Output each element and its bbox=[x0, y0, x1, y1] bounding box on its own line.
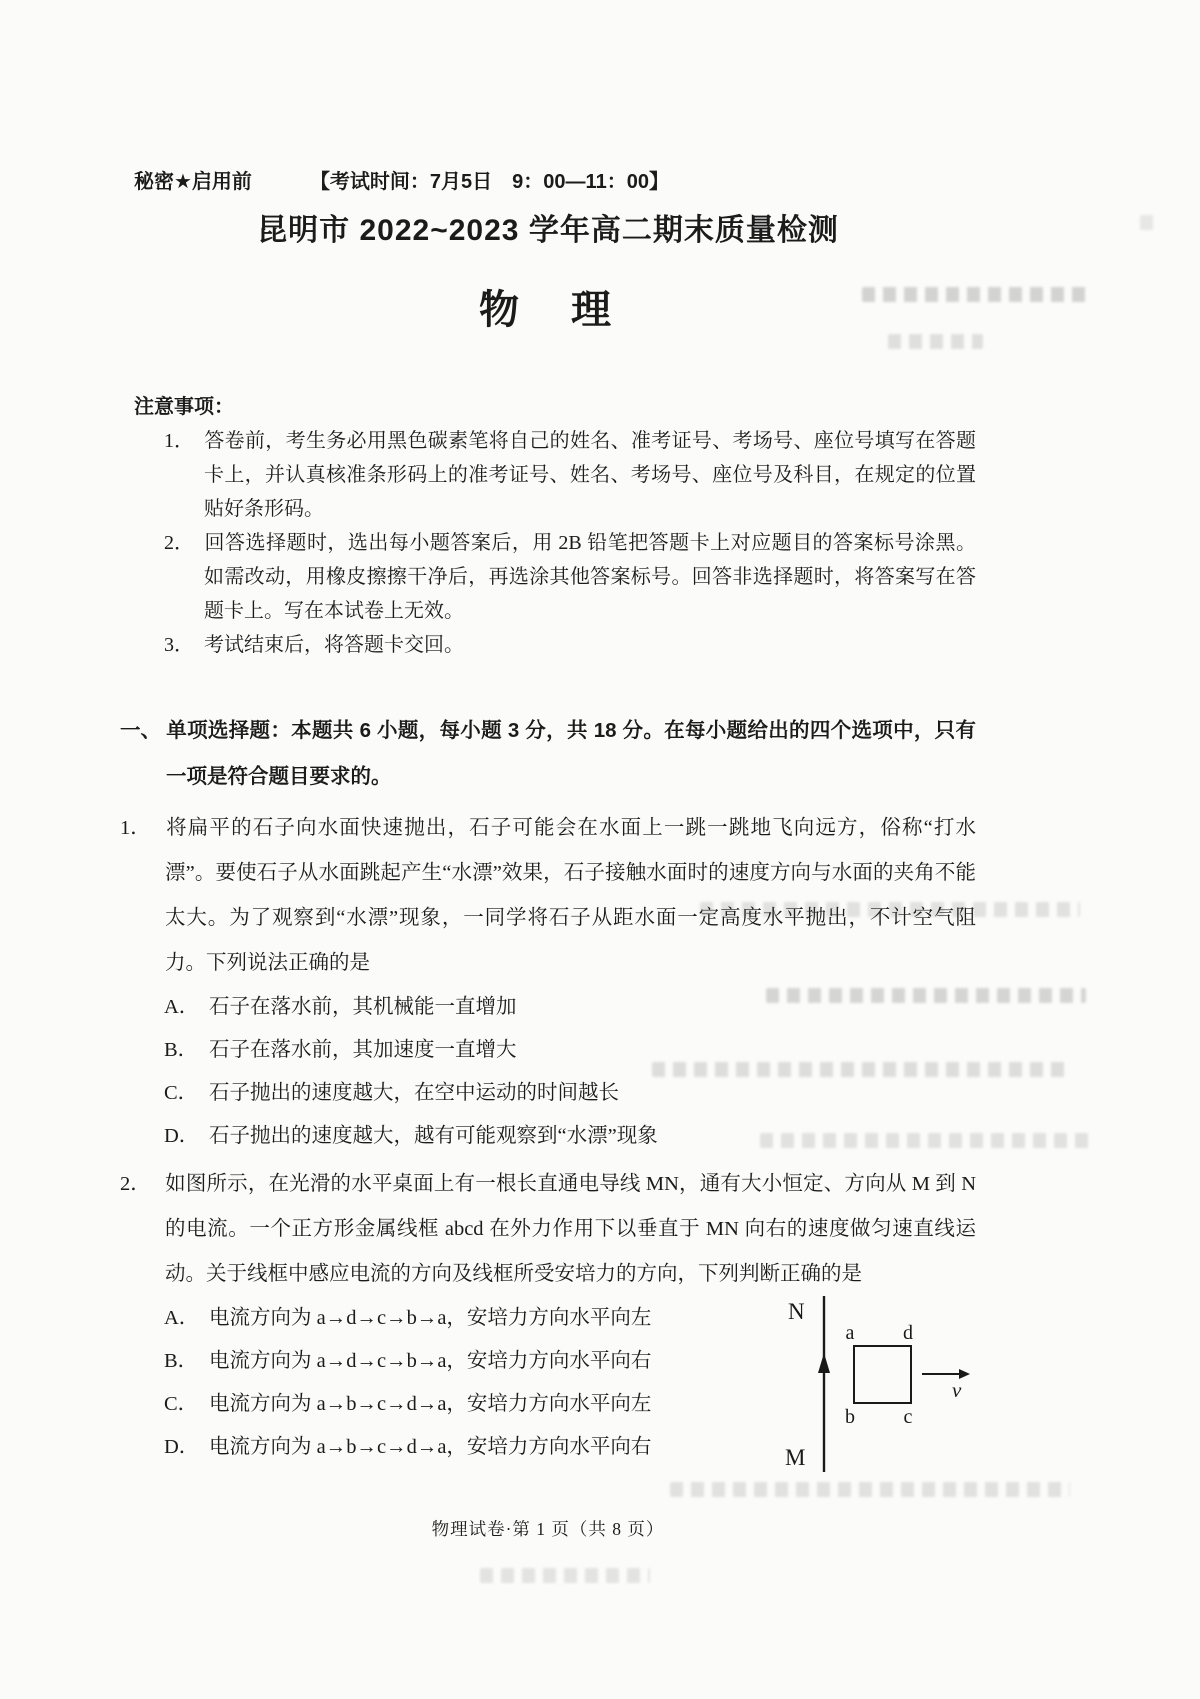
question-1 bbox=[120, 806, 976, 1158]
question-2 bbox=[120, 1162, 976, 1469]
option-text: 电流方向为 a→b→c→d→a，安培力方向水平向左 bbox=[209, 1393, 652, 1415]
option-text: 石子抛出的速度越大，在空中运动的时间越长 bbox=[209, 1082, 619, 1104]
notice-heading: 注意事项： bbox=[134, 396, 234, 418]
loop-label-b: b bbox=[845, 1406, 855, 1428]
loop-label-c: c bbox=[903, 1406, 913, 1428]
security-label: 秘密★启用前 bbox=[134, 171, 252, 193]
question-stem bbox=[120, 1162, 976, 1297]
option-text: 石子在落水前，其机械能一直增加 bbox=[209, 996, 517, 1018]
section-text: 单项选择题：本题共 6 小题，每小题 3 分，共 18 分。在每小题给出的四个选项中，只有一项是符合题目要求的。 bbox=[166, 719, 976, 788]
notice-item-text: 考试结束后，将答题卡交回。 bbox=[204, 634, 464, 656]
option-text: 电流方向为 a→d→c→b→a，安培力方向水平向左 bbox=[209, 1307, 652, 1329]
option-label: B． bbox=[164, 1350, 199, 1372]
question-2-options-and-figure bbox=[120, 1297, 976, 1469]
section-label: 一、 bbox=[120, 719, 161, 742]
option-label: D． bbox=[164, 1125, 200, 1147]
option-row bbox=[164, 1072, 976, 1115]
notice-item-number: 3． bbox=[164, 634, 194, 656]
question-stem-text: 将扁平的石子向水面快速抛出，石子可能会在水面上一跳一跳地飞向远方，俗称“打水漂”。要使石子从水面跳起产生“水漂”效果，石子接触水面时的速度方向与水面的夹角不能太大。为了观察到“水漂”现象，一同学将石子从距水面一定高度水平抛出，不计空气阻力。下列说法正确的是 bbox=[165, 817, 976, 974]
notice-item bbox=[164, 628, 976, 662]
current-direction-arrow-icon bbox=[818, 1353, 830, 1373]
option-text: 电流方向为 a→b→c→d→a，安培力方向水平向右 bbox=[209, 1436, 652, 1458]
option-text: 石子在落水前，其加速度一直增大 bbox=[209, 1039, 517, 1061]
option-label: B． bbox=[164, 1039, 199, 1061]
bleed-through-artifact bbox=[670, 1482, 1070, 1497]
bleed-through-artifact bbox=[480, 1568, 650, 1583]
option-row bbox=[164, 1115, 976, 1158]
exam-time-label: 【考试时间：7月5日 9：00—11：00】 bbox=[309, 171, 669, 193]
wire-and-loop-figure bbox=[780, 1293, 976, 1475]
option-label: A． bbox=[164, 1307, 200, 1329]
bleed-through-artifact bbox=[1140, 215, 1156, 230]
notice-item-number: 2． bbox=[164, 532, 194, 554]
option-label: A． bbox=[164, 996, 200, 1018]
header-line bbox=[134, 168, 976, 196]
question-stem bbox=[120, 806, 976, 986]
option-label: C． bbox=[164, 1082, 199, 1104]
option-label: D． bbox=[164, 1436, 200, 1458]
section-heading bbox=[120, 708, 976, 800]
page-content bbox=[120, 168, 976, 1469]
option-label: C． bbox=[164, 1393, 199, 1415]
question-stem-text: 如图所示，在光滑的水平桌面上有一根长直通电导线 MN，通有大小恒定、方向从 M 到 N 的电流。一个正方形金属线框 abcd 在外力作用下以垂直于 MN 向右的速度做匀速直线运动。关于线框中感应电流的方向及线框所受安培力的方向，下列判断正确的是 bbox=[165, 1173, 976, 1285]
notice-item-text: 答卷前，考生务必用黑色碳素笔将自己的姓名、准考证号、考场号、座位号填写在答题卡上，并认真核准条形码上的准考证号、姓名、考场号、座位号及科目，在规定的位置贴好条形码。 bbox=[204, 430, 976, 520]
option-row bbox=[164, 986, 976, 1029]
page-footer: 物理试卷·第 1 页（共 8 页） bbox=[431, 1519, 665, 1539]
notice-item bbox=[164, 424, 976, 526]
options-list bbox=[164, 986, 976, 1158]
exam-title: 昆明市 2022~2023 学年高二期末质量检测 bbox=[257, 214, 839, 247]
loop-square bbox=[854, 1346, 911, 1403]
wire-label-n: N bbox=[788, 1299, 805, 1324]
question-number: 2． bbox=[120, 1173, 151, 1195]
velocity-label: v bbox=[952, 1378, 962, 1402]
option-row bbox=[164, 1029, 976, 1072]
notice-item-text: 回答选择题时，选出每小题答案后，用 2B 铅笔把答题卡上对应题目的答案标号涂黑。如需改动，用橡皮擦擦干净后，再选涂其他答案标号。回答非选择题时，将答案写在答题卡上。写在本试卷上无效。 bbox=[204, 532, 976, 622]
notice-section bbox=[120, 390, 976, 662]
question-number: 1． bbox=[120, 817, 151, 839]
subject-title: 物 理 bbox=[479, 288, 617, 332]
option-text: 电流方向为 a→d→c→b→a，安培力方向水平向右 bbox=[209, 1350, 652, 1372]
notice-item-number: 1． bbox=[164, 430, 194, 452]
loop-label-d: d bbox=[903, 1322, 913, 1344]
loop-label-a: a bbox=[845, 1322, 855, 1344]
wire-label-m: M bbox=[785, 1445, 806, 1470]
notice-item bbox=[164, 526, 976, 628]
option-text: 石子抛出的速度越大，越有可能观察到“水漂”现象 bbox=[209, 1125, 658, 1147]
